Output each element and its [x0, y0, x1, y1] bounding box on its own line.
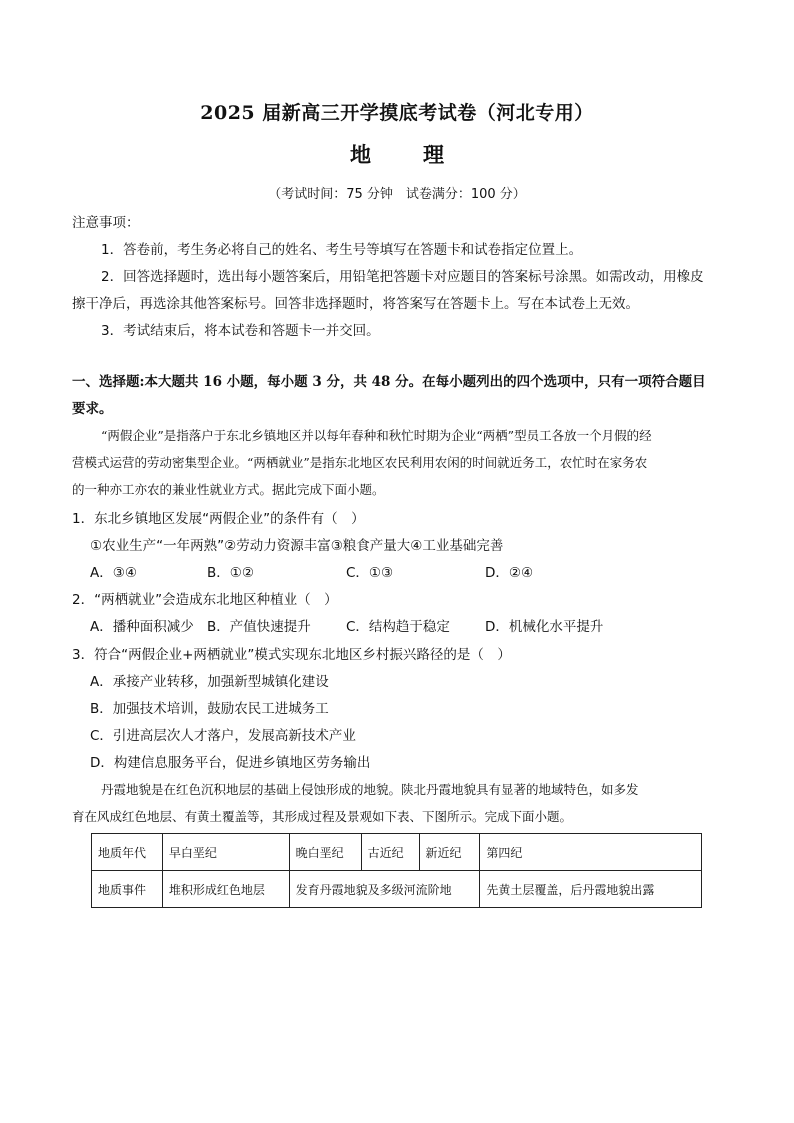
table-cell: 地质事件: [92, 871, 163, 908]
question-2-option-a: A．播种面积减少: [90, 619, 194, 635]
question-3-option-d: D．构建信息服务平台，促进乡镇地区劳务输出: [90, 755, 371, 771]
passage-1-line-3: 的一种亦工亦农的兼业性就业方式。据此完成下面小题。: [72, 482, 385, 497]
table-cell: 古近纪: [361, 834, 419, 871]
section-1-heading-line-1: 一、选择题:本大题共 16 小题，每小题 3 分，共 48 分。在每小题列出的四个选项中，只有一项符合题目: [72, 374, 706, 390]
geologic-table: [91, 833, 702, 908]
table-cell: 地质年代: [92, 834, 163, 871]
notice-item-3: 3．考试结束后，将本试卷和答题卡一并交回。: [101, 323, 380, 339]
question-1-stem: 1．东北乡镇地区发展“两假企业”的条件有（ ）: [72, 511, 365, 527]
question-1-option-b: B．①②: [207, 565, 254, 581]
question-1-option-a: A．③④: [90, 565, 137, 581]
exam-info: （考试时间：75 分钟 试卷满分：100 分）: [268, 187, 526, 202]
question-1-option-c: C．①③: [346, 565, 394, 581]
section-1-heading-line-2: 要求。: [72, 401, 113, 417]
question-3-option-b: B．加强技术培训，鼓励农民工进城务工: [90, 701, 329, 717]
question-2-option-b: B．产值快速提升: [207, 619, 311, 635]
table-cell: 第四纪: [480, 834, 702, 871]
subject-char-2: 理: [423, 142, 444, 167]
question-1-conditions: ①农业生产“一年两熟”②劳动力资源丰富③粮食产量大④工业基础完善: [90, 538, 504, 554]
notice-item-2-line-1: 2．回答选择题时，选出每小题答案后，用铅笔把答题卡对应题目的答案标号涂黑。如需改动，用橡皮: [101, 269, 704, 285]
notice-item-1: 1．答卷前，考生务必将自己的姓名、考生号等填写在答题卡和试卷指定位置上。: [101, 242, 583, 258]
question-3-stem: 3．符合“两假企业+两栖就业”模式实现东北地区乡村振兴路径的是（ ）: [72, 647, 511, 663]
table-cell: 早白垩纪: [162, 834, 289, 871]
passage-1-line-1: “两假企业”是指落户于东北乡镇地区并以每年春种和秋忙时期为企业“两栖”型员工各放一个月假的经: [101, 428, 652, 443]
subject-heading: [0, 139, 794, 169]
table-cell: 堆积形成红色地层: [162, 871, 289, 908]
table-cell: 新近纪: [419, 834, 480, 871]
question-2-option-d: D．机械化水平提升: [485, 619, 604, 635]
table-cell: 晚白垩纪: [289, 834, 361, 871]
passage-2-line-2: 育在风成红色地层、有黄土覆盖等，其形成过程及景观如下表、下图所示。完成下面小题。: [72, 809, 573, 824]
question-2-stem: 2．“两栖就业”会造成东北地区种植业（ ）: [72, 592, 338, 608]
notice-item-2-line-2: 擦干净后，再选涂其他答案标号。回答非选择题时，将答案写在答题卡上。写在本试卷上无效。: [72, 296, 639, 312]
question-1-option-d: D．②④: [485, 565, 534, 581]
table-row: [92, 834, 702, 871]
passage-1-line-2: 营模式运营的劳动密集型企业。“两栖就业”是指东北地区农民利用农闲的时间就近务工，农忙时在家务农: [72, 455, 648, 470]
passage-2-line-1: 丹霞地貌是在红色沉积地层的基础上侵蚀形成的地貌。陕北丹霞地貌具有显著的地域特色，如多发: [101, 782, 639, 797]
subject-char-1: 地: [350, 142, 371, 167]
table-row: [92, 871, 702, 908]
question-3-option-c: C．引进高层次人才落户，发展高新技术产业: [90, 728, 356, 744]
question-3-option-a: A．承接产业转移，加强新型城镇化建设: [90, 674, 329, 690]
table-cell: 发育丹霞地貌及多级河流阶地: [289, 871, 480, 908]
table-cell: 先黄土层覆盖，后丹霞地貌出露: [480, 871, 702, 908]
exam-title: 2025 届新高三开学摸底考试卷（河北专用）: [200, 102, 594, 124]
question-2-option-c: C．结构趋于稳定: [346, 619, 450, 635]
notice-heading: 注意事项：: [72, 215, 140, 231]
